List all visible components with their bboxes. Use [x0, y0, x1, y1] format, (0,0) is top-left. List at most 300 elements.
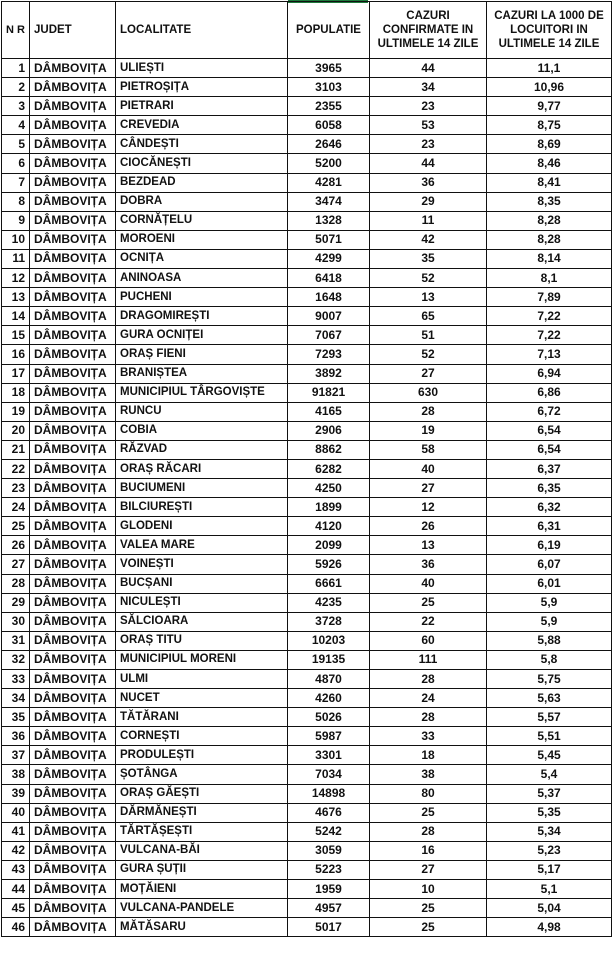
cell-judet: DÂMBOVIȚA: [30, 631, 116, 650]
cell-cazuri: 26: [370, 517, 487, 536]
cell-rata: 6,54: [487, 421, 612, 440]
table-row: [2, 727, 612, 746]
cell-nr: 10: [2, 230, 30, 249]
cell-nr: 21: [2, 440, 30, 459]
cell-judet: DÂMBOVIȚA: [30, 918, 116, 937]
cell-rata: 8,28: [487, 211, 612, 230]
cell-judet: DÂMBOVIȚA: [30, 555, 116, 574]
cell-rata: 6,86: [487, 383, 612, 402]
cell-populatie: 1899: [288, 498, 370, 517]
cell-nr: 34: [2, 689, 30, 708]
cell-rata: 6,37: [487, 459, 612, 478]
cell-nr: 3: [2, 97, 30, 116]
cell-nr: 15: [2, 326, 30, 345]
cell-judet: DÂMBOVIȚA: [30, 803, 116, 822]
cell-nr: 27: [2, 555, 30, 574]
cell-localitate: BUCIUMENI: [116, 479, 288, 498]
cell-localitate: PRODULEȘTI: [116, 746, 288, 765]
cell-judet: DÂMBOVIȚA: [30, 78, 116, 97]
cell-cazuri: 80: [370, 784, 487, 803]
cell-populatie: 6418: [288, 269, 370, 288]
cell-rata: 11,1: [487, 59, 612, 78]
data-table: [1, 1, 612, 937]
table-row: [2, 459, 612, 478]
cell-rata: 4,98: [487, 918, 612, 937]
cell-nr: 36: [2, 727, 30, 746]
cell-localitate: BEZDEAD: [116, 173, 288, 192]
cell-rata: 5,4: [487, 765, 612, 784]
cell-nr: 30: [2, 612, 30, 631]
cell-nr: 12: [2, 269, 30, 288]
cell-rata: 8,46: [487, 154, 612, 173]
cell-localitate: TĂTĂRANI: [116, 708, 288, 727]
cell-judet: DÂMBOVIȚA: [30, 689, 116, 708]
cell-cazuri: 36: [370, 555, 487, 574]
cell-nr: 29: [2, 593, 30, 612]
cell-nr: 43: [2, 860, 30, 879]
cell-cazuri: 29: [370, 192, 487, 211]
cell-cazuri: 28: [370, 402, 487, 421]
cell-nr: 45: [2, 899, 30, 918]
cell-cazuri: 52: [370, 345, 487, 364]
cell-populatie: 5026: [288, 708, 370, 727]
cell-localitate: SĂLCIOARA: [116, 612, 288, 631]
cell-rata: 7,13: [487, 345, 612, 364]
cell-localitate: CÂNDEȘTI: [116, 135, 288, 154]
cell-nr: 46: [2, 918, 30, 937]
cell-cazuri: 25: [370, 899, 487, 918]
cell-populatie: 4676: [288, 803, 370, 822]
cell-judet: DÂMBOVIȚA: [30, 440, 116, 459]
table-row: [2, 841, 612, 860]
cell-cazuri: 28: [370, 670, 487, 689]
cell-localitate: MUNICIPIUL MORENI: [116, 650, 288, 669]
table-row: [2, 479, 612, 498]
cell-nr: 33: [2, 670, 30, 689]
cell-nr: 20: [2, 421, 30, 440]
cell-cazuri: 27: [370, 479, 487, 498]
cell-nr: 1: [2, 59, 30, 78]
cell-populatie: 3301: [288, 746, 370, 765]
table-row: [2, 249, 612, 268]
cell-rata: 6,54: [487, 440, 612, 459]
table-row: [2, 689, 612, 708]
cell-judet: DÂMBOVIȚA: [30, 574, 116, 593]
cell-nr: 2: [2, 78, 30, 97]
cell-cazuri: 11: [370, 211, 487, 230]
cell-rata: 5,51: [487, 727, 612, 746]
cell-nr: 5: [2, 135, 30, 154]
cell-nr: 24: [2, 498, 30, 517]
cell-cazuri: 12: [370, 498, 487, 517]
table-row: [2, 822, 612, 841]
table-row: [2, 269, 612, 288]
table-row: [2, 307, 612, 326]
cell-rata: 5,23: [487, 841, 612, 860]
table-row: [2, 612, 612, 631]
cell-localitate: ORAȘ RĂCARI: [116, 459, 288, 478]
cell-judet: DÂMBOVIȚA: [30, 116, 116, 135]
header-judet: JUDET: [30, 2, 116, 59]
cell-nr: 37: [2, 746, 30, 765]
cell-populatie: 3728: [288, 612, 370, 631]
cell-judet: DÂMBOVIȚA: [30, 479, 116, 498]
cell-judet: DÂMBOVIȚA: [30, 841, 116, 860]
cell-populatie: 4250: [288, 479, 370, 498]
cell-nr: 31: [2, 631, 30, 650]
cell-populatie: 2906: [288, 421, 370, 440]
cell-nr: 4: [2, 116, 30, 135]
cell-populatie: 2646: [288, 135, 370, 154]
cell-populatie: 5223: [288, 860, 370, 879]
cell-cazuri: 25: [370, 593, 487, 612]
cell-cazuri: 10: [370, 880, 487, 899]
cell-judet: DÂMBOVIȚA: [30, 307, 116, 326]
cell-judet: DÂMBOVIȚA: [30, 498, 116, 517]
cell-localitate: VULCANA-PANDELE: [116, 899, 288, 918]
cell-judet: DÂMBOVIȚA: [30, 612, 116, 631]
table-row: [2, 116, 612, 135]
cell-localitate: VALEA MARE: [116, 536, 288, 555]
table-row: [2, 421, 612, 440]
cell-rata: 7,22: [487, 307, 612, 326]
table-row: [2, 364, 612, 383]
cell-judet: DÂMBOVIȚA: [30, 326, 116, 345]
cell-rata: 5,9: [487, 593, 612, 612]
cell-judet: DÂMBOVIȚA: [30, 59, 116, 78]
cell-localitate: MOROENI: [116, 230, 288, 249]
cell-cazuri: 111: [370, 650, 487, 669]
cell-localitate: RĂZVAD: [116, 440, 288, 459]
cell-nr: 17: [2, 364, 30, 383]
cell-cazuri: 44: [370, 154, 487, 173]
cell-localitate: CIOCĂNEȘTI: [116, 154, 288, 173]
cell-cazuri: 27: [370, 364, 487, 383]
table-row: [2, 880, 612, 899]
cell-localitate: DRAGOMIREȘTI: [116, 307, 288, 326]
cell-localitate: MOȚĂIENI: [116, 880, 288, 899]
cell-nr: 41: [2, 822, 30, 841]
cell-cazuri: 23: [370, 97, 487, 116]
cell-populatie: 4299: [288, 249, 370, 268]
cell-localitate: MUNICIPIUL TÂRGOVIȘTE: [116, 383, 288, 402]
cell-judet: DÂMBOVIȚA: [30, 880, 116, 899]
cell-localitate: RUNCU: [116, 402, 288, 421]
cell-populatie: 6058: [288, 116, 370, 135]
cell-localitate: BUCȘANI: [116, 574, 288, 593]
cell-localitate: DĂRMĂNEȘTI: [116, 803, 288, 822]
cell-localitate: ORAȘ FIENI: [116, 345, 288, 364]
cell-nr: 9: [2, 211, 30, 230]
table-row: [2, 555, 612, 574]
cell-judet: DÂMBOVIȚA: [30, 402, 116, 421]
cell-rata: 5,37: [487, 784, 612, 803]
table-row: [2, 593, 612, 612]
cell-rata: 6,72: [487, 402, 612, 421]
cell-cazuri: 35: [370, 249, 487, 268]
table-row: [2, 536, 612, 555]
table-row: [2, 650, 612, 669]
cell-nr: 44: [2, 880, 30, 899]
table-row: [2, 78, 612, 97]
cell-cazuri: 28: [370, 708, 487, 727]
cell-nr: 32: [2, 650, 30, 669]
cell-judet: DÂMBOVIȚA: [30, 135, 116, 154]
cell-rata: 5,34: [487, 822, 612, 841]
cell-populatie: 1959: [288, 880, 370, 899]
cell-cazuri: 53: [370, 116, 487, 135]
cell-judet: DÂMBOVIȚA: [30, 97, 116, 116]
cell-rata: 6,31: [487, 517, 612, 536]
table-row: [2, 784, 612, 803]
cell-localitate: ULMI: [116, 670, 288, 689]
cell-cazuri: 28: [370, 822, 487, 841]
cell-judet: DÂMBOVIȚA: [30, 746, 116, 765]
cell-populatie: 4235: [288, 593, 370, 612]
cell-rata: 5,9: [487, 612, 612, 631]
cell-populatie: 10203: [288, 631, 370, 650]
table-row: [2, 230, 612, 249]
table-row: [2, 440, 612, 459]
cell-cazuri: 65: [370, 307, 487, 326]
cell-cazuri: 23: [370, 135, 487, 154]
cell-cazuri: 40: [370, 459, 487, 478]
cell-populatie: 1328: [288, 211, 370, 230]
cell-judet: DÂMBOVIȚA: [30, 421, 116, 440]
cell-rata: 6,19: [487, 536, 612, 555]
cell-populatie: 4957: [288, 899, 370, 918]
cell-judet: DÂMBOVIȚA: [30, 383, 116, 402]
cell-nr: 28: [2, 574, 30, 593]
cell-nr: 18: [2, 383, 30, 402]
header-localitate: LOCALITATE: [116, 2, 288, 59]
cell-cazuri: 34: [370, 78, 487, 97]
cell-rata: 5,1: [487, 880, 612, 899]
cell-localitate: BILCIUREȘTI: [116, 498, 288, 517]
cell-populatie: 4870: [288, 670, 370, 689]
cell-populatie: 2355: [288, 97, 370, 116]
cell-nr: 42: [2, 841, 30, 860]
cell-populatie: 19135: [288, 650, 370, 669]
cell-localitate: CORNEȘTI: [116, 727, 288, 746]
cell-cazuri: 16: [370, 841, 487, 860]
cell-localitate: NICULEȘTI: [116, 593, 288, 612]
cell-rata: 9,77: [487, 97, 612, 116]
cell-populatie: 3892: [288, 364, 370, 383]
cell-localitate: GLODENI: [116, 517, 288, 536]
cell-nr: 11: [2, 249, 30, 268]
cell-populatie: 6661: [288, 574, 370, 593]
cell-rata: 5,88: [487, 631, 612, 650]
cell-rata: 5,75: [487, 670, 612, 689]
cell-localitate: COBIA: [116, 421, 288, 440]
cell-cazuri: 18: [370, 746, 487, 765]
cell-localitate: ȘOTÂNGA: [116, 765, 288, 784]
cell-cazuri: 27: [370, 860, 487, 879]
cell-cazuri: 13: [370, 288, 487, 307]
cell-judet: DÂMBOVIȚA: [30, 899, 116, 918]
cell-judet: DÂMBOVIȚA: [30, 211, 116, 230]
cell-localitate: GURA ȘUȚII: [116, 860, 288, 879]
cell-rata: 8,75: [487, 116, 612, 135]
cell-populatie: 4165: [288, 402, 370, 421]
cell-judet: DÂMBOVIȚA: [30, 822, 116, 841]
cell-rata: 5,8: [487, 650, 612, 669]
cell-localitate: GURA OCNIȚEI: [116, 326, 288, 345]
cell-nr: 38: [2, 765, 30, 784]
cell-cazuri: 25: [370, 803, 487, 822]
table-row: [2, 899, 612, 918]
cell-judet: DÂMBOVIȚA: [30, 154, 116, 173]
cell-nr: 16: [2, 345, 30, 364]
cell-judet: DÂMBOVIȚA: [30, 230, 116, 249]
table-row: [2, 211, 612, 230]
cell-populatie: 5200: [288, 154, 370, 173]
cell-localitate: VULCANA-BĂI: [116, 841, 288, 860]
table-row: [2, 631, 612, 650]
cell-rata: 8,35: [487, 192, 612, 211]
cell-rata: 5,57: [487, 708, 612, 727]
cell-judet: DÂMBOVIȚA: [30, 364, 116, 383]
cell-populatie: 5926: [288, 555, 370, 574]
cell-populatie: 7067: [288, 326, 370, 345]
cell-populatie: 2099: [288, 536, 370, 555]
cell-populatie: 5071: [288, 230, 370, 249]
cell-localitate: BRANIȘTEA: [116, 364, 288, 383]
cell-rata: 5,35: [487, 803, 612, 822]
table-row: [2, 173, 612, 192]
cell-cazuri: 24: [370, 689, 487, 708]
cell-rata: 5,17: [487, 860, 612, 879]
cell-judet: DÂMBOVIȚA: [30, 765, 116, 784]
cell-nr: 6: [2, 154, 30, 173]
cell-judet: DÂMBOVIȚA: [30, 345, 116, 364]
cell-cazuri: 33: [370, 727, 487, 746]
table-row: [2, 288, 612, 307]
table-row: [2, 402, 612, 421]
table-row: [2, 345, 612, 364]
cell-judet: DÂMBOVIȚA: [30, 860, 116, 879]
cell-nr: 13: [2, 288, 30, 307]
cell-cazuri: 38: [370, 765, 487, 784]
cell-populatie: 7034: [288, 765, 370, 784]
table-row: [2, 154, 612, 173]
cell-populatie: 5987: [288, 727, 370, 746]
cell-populatie: 4260: [288, 689, 370, 708]
table-body: [2, 59, 612, 937]
cell-rata: 6,01: [487, 574, 612, 593]
cell-judet: DÂMBOVIȚA: [30, 192, 116, 211]
cell-nr: 22: [2, 459, 30, 478]
cell-judet: DÂMBOVIȚA: [30, 269, 116, 288]
cell-cazuri: 630: [370, 383, 487, 402]
cell-populatie: 8862: [288, 440, 370, 459]
cell-rata: 6,32: [487, 498, 612, 517]
cell-judet: DÂMBOVIȚA: [30, 708, 116, 727]
cell-nr: 19: [2, 402, 30, 421]
cell-judet: DÂMBOVIȚA: [30, 593, 116, 612]
cell-localitate: PIETROȘIȚA: [116, 78, 288, 97]
cell-localitate: ORAȘ GĂEȘTI: [116, 784, 288, 803]
cell-localitate: DOBRA: [116, 192, 288, 211]
table-row: [2, 192, 612, 211]
cell-localitate: ANINOASA: [116, 269, 288, 288]
cell-populatie: 1648: [288, 288, 370, 307]
cell-localitate: PUCHENI: [116, 288, 288, 307]
cell-nr: 35: [2, 708, 30, 727]
cell-rata: 6,07: [487, 555, 612, 574]
cell-populatie: 3965: [288, 59, 370, 78]
cell-nr: 14: [2, 307, 30, 326]
cell-localitate: PIETRARI: [116, 97, 288, 116]
cell-judet: DÂMBOVIȚA: [30, 288, 116, 307]
header-populatie: POPULATIE: [288, 2, 370, 59]
cell-localitate: VOINEȘTI: [116, 555, 288, 574]
cell-rata: 8,41: [487, 173, 612, 192]
cell-nr: 40: [2, 803, 30, 822]
cell-localitate: ORAȘ TITU: [116, 631, 288, 650]
cell-judet: DÂMBOVIȚA: [30, 670, 116, 689]
table-row: [2, 574, 612, 593]
table-row: [2, 97, 612, 116]
header-cazuri: CAZURI CONFIRMATE IN ULTIMELE 14 ZILE: [370, 2, 487, 59]
cell-localitate: NUCET: [116, 689, 288, 708]
cell-judet: DÂMBOVIȚA: [30, 727, 116, 746]
table-row: [2, 670, 612, 689]
table-row: [2, 765, 612, 784]
cell-localitate: MĂTĂSARU: [116, 918, 288, 937]
cell-rata: 7,89: [487, 288, 612, 307]
cell-rata: 10,96: [487, 78, 612, 97]
cell-rata: 6,35: [487, 479, 612, 498]
cell-cazuri: 19: [370, 421, 487, 440]
table-row: [2, 746, 612, 765]
cell-judet: DÂMBOVIȚA: [30, 173, 116, 192]
cell-cazuri: 58: [370, 440, 487, 459]
cell-populatie: 4281: [288, 173, 370, 192]
cell-rata: 5,04: [487, 899, 612, 918]
cell-rata: 5,63: [487, 689, 612, 708]
cell-populatie: 5242: [288, 822, 370, 841]
cell-rata: 6,94: [487, 364, 612, 383]
cell-rata: 8,69: [487, 135, 612, 154]
table-row: [2, 383, 612, 402]
cell-judet: DÂMBOVIȚA: [30, 249, 116, 268]
table-row: [2, 708, 612, 727]
table-row: [2, 135, 612, 154]
cell-localitate: CORNĂȚELU: [116, 211, 288, 230]
cell-rata: 5,45: [487, 746, 612, 765]
cell-nr: 7: [2, 173, 30, 192]
cell-judet: DÂMBOVIȚA: [30, 650, 116, 669]
table-row: [2, 517, 612, 536]
cell-populatie: 3474: [288, 192, 370, 211]
cell-judet: DÂMBOVIȚA: [30, 517, 116, 536]
cell-nr: 23: [2, 479, 30, 498]
cell-nr: 25: [2, 517, 30, 536]
cell-judet: DÂMBOVIȚA: [30, 784, 116, 803]
table-row: [2, 326, 612, 345]
cell-cazuri: 25: [370, 918, 487, 937]
cell-populatie: 3103: [288, 78, 370, 97]
cell-nr: 8: [2, 192, 30, 211]
table-row: [2, 498, 612, 517]
cell-populatie: 5017: [288, 918, 370, 937]
cell-cazuri: 22: [370, 612, 487, 631]
cell-cazuri: 13: [370, 536, 487, 555]
cell-populatie: 4120: [288, 517, 370, 536]
table-row: [2, 918, 612, 937]
